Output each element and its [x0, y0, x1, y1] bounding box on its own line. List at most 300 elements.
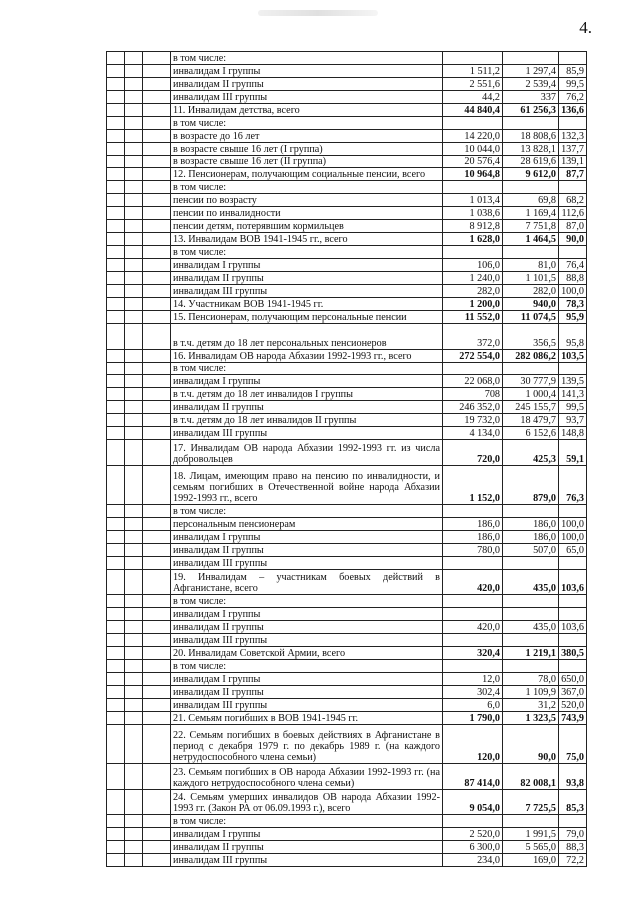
blank-cell [143, 323, 171, 349]
blank-cell [107, 168, 125, 181]
blank-cell [107, 90, 125, 103]
blank-cell [143, 517, 171, 530]
blank-cell [125, 828, 143, 841]
row-label: 17. Инвалидам ОВ народа Абхазии 1992-1993 гг. из числа добровольцев [171, 440, 443, 466]
blank-cell [125, 414, 143, 427]
row-label: инвалидам I группы [171, 375, 443, 388]
value-actual: 11 074,5 [503, 310, 559, 323]
blank-cell [143, 297, 171, 310]
table-row [107, 647, 587, 660]
value-actual: 9 612,0 [503, 168, 559, 181]
blank-cell [125, 763, 143, 789]
blank-cell [125, 90, 143, 103]
value-actual: 1 991,5 [503, 828, 559, 841]
blank-cell [125, 103, 143, 116]
blank-cell [125, 233, 143, 246]
table-row [107, 401, 587, 414]
blank-cell [107, 621, 125, 634]
value-actual: 940,0 [503, 297, 559, 310]
value-plan: 780,0 [443, 543, 503, 556]
blank-cell [143, 427, 171, 440]
blank-cell [143, 815, 171, 828]
value-actual: 879,0 [503, 466, 559, 505]
value-actual [503, 181, 559, 194]
value-plan [443, 246, 503, 259]
blank-cell [143, 388, 171, 401]
row-label: 24. Семьям умерших инвалидов ОВ народа Абхазии 1992-1993 гг. (Закон РА от 06.09.1993 г.), всего [171, 789, 443, 815]
blank-cell [143, 246, 171, 259]
blank-cell [125, 271, 143, 284]
value-percent [559, 246, 587, 259]
blank-cell [143, 129, 171, 142]
blank-cell [107, 686, 125, 699]
table-row [107, 440, 587, 466]
blank-cell [107, 530, 125, 543]
table-row [107, 116, 587, 129]
value-percent: 76,2 [559, 90, 587, 103]
table-row [107, 686, 587, 699]
row-label: 22. Семьям погибших в боевых действиях в Афганистане в период с декабря 1979 г. по декабрь 1989 г. (на каждого нетрудоспособного члена семьи) [171, 724, 443, 763]
value-percent: 76,4 [559, 259, 587, 272]
value-plan [443, 556, 503, 569]
table-row [107, 569, 587, 595]
value-actual: 337 [503, 90, 559, 103]
value-actual: 81,0 [503, 259, 559, 272]
blank-cell [125, 64, 143, 77]
value-plan [443, 815, 503, 828]
value-actual: 90,0 [503, 724, 559, 763]
table-row [107, 660, 587, 673]
value-actual: 186,0 [503, 517, 559, 530]
blank-cell [125, 698, 143, 711]
blank-cell [107, 427, 125, 440]
value-percent: 112,6 [559, 207, 587, 220]
row-label: в т.ч. детям до 18 лет персональных пенсионеров [171, 323, 443, 349]
blank-cell [125, 621, 143, 634]
value-plan: 14 220,0 [443, 129, 503, 142]
blank-cell [125, 543, 143, 556]
blank-cell [107, 673, 125, 686]
value-plan: 1 038,6 [443, 207, 503, 220]
table-row [107, 129, 587, 142]
value-actual [503, 246, 559, 259]
table-row [107, 595, 587, 608]
blank-cell [143, 194, 171, 207]
blank-cell [125, 310, 143, 323]
row-label: в том числе: [171, 362, 443, 375]
value-plan [443, 362, 503, 375]
row-label: инвалидам III группы [171, 634, 443, 647]
row-label: инвалидам III группы [171, 427, 443, 440]
value-percent: 75,0 [559, 724, 587, 763]
blank-cell [125, 52, 143, 65]
row-label: инвалидам I группы [171, 608, 443, 621]
value-plan: 87 414,0 [443, 763, 503, 789]
blank-cell [107, 375, 125, 388]
blank-cell [125, 466, 143, 505]
blank-cell [125, 375, 143, 388]
value-actual: 1 219,1 [503, 647, 559, 660]
value-plan [443, 634, 503, 647]
row-label: пенсии по возрасту [171, 194, 443, 207]
value-actual [503, 556, 559, 569]
row-label: 16. Инвалидам ОВ народа Абхазии 1992-1993 гг., всего [171, 349, 443, 362]
table-row [107, 815, 587, 828]
blank-cell [143, 673, 171, 686]
table-row [107, 711, 587, 724]
table-row [107, 608, 587, 621]
row-label: инвалидам II группы [171, 543, 443, 556]
value-plan: 420,0 [443, 621, 503, 634]
blank-cell [143, 90, 171, 103]
value-plan [443, 52, 503, 65]
value-plan: 20 576,4 [443, 155, 503, 168]
row-label: 19. Инвалидам – участникам боевых действий в Афганистане, всего [171, 569, 443, 595]
table-row [107, 259, 587, 272]
blank-cell [125, 323, 143, 349]
value-actual: 18 808,6 [503, 129, 559, 142]
value-plan: 1 152,0 [443, 466, 503, 505]
value-actual: 13 828,1 [503, 142, 559, 155]
blank-cell [125, 116, 143, 129]
blank-cell [107, 517, 125, 530]
blank-cell [107, 647, 125, 660]
value-actual: 2 539,4 [503, 77, 559, 90]
value-percent: 59,1 [559, 440, 587, 466]
value-plan [443, 660, 503, 673]
table-row [107, 103, 587, 116]
blank-cell [107, 77, 125, 90]
value-plan: 22 068,0 [443, 375, 503, 388]
value-plan: 120,0 [443, 724, 503, 763]
value-percent: 68,2 [559, 194, 587, 207]
blank-cell [125, 517, 143, 530]
blank-cell [107, 401, 125, 414]
value-actual: 1 297,4 [503, 64, 559, 77]
value-actual: 18 479,7 [503, 414, 559, 427]
value-actual: 245 155,7 [503, 401, 559, 414]
blank-cell [143, 284, 171, 297]
row-label: 15. Пенсионерам, получающим персональные пенсии [171, 310, 443, 323]
value-percent: 79,0 [559, 828, 587, 841]
value-percent: 95,8 [559, 323, 587, 349]
row-label: в том числе: [171, 504, 443, 517]
blank-cell [125, 349, 143, 362]
value-actual: 7 751,8 [503, 220, 559, 233]
row-label: 11. Инвалидам детства, всего [171, 103, 443, 116]
blank-cell [143, 543, 171, 556]
blank-cell [125, 854, 143, 867]
table-row [107, 543, 587, 556]
blank-cell [107, 323, 125, 349]
row-label: инвалидам I группы [171, 530, 443, 543]
value-percent: 520,0 [559, 698, 587, 711]
row-label: инвалидам II группы [171, 401, 443, 414]
row-label: в том числе: [171, 815, 443, 828]
blank-cell [143, 621, 171, 634]
row-label: инвалидам II группы [171, 271, 443, 284]
blank-cell [125, 815, 143, 828]
blank-cell [143, 103, 171, 116]
value-percent: 139,5 [559, 375, 587, 388]
value-percent: 743,9 [559, 711, 587, 724]
value-percent [559, 181, 587, 194]
row-label: инвалидам I группы [171, 259, 443, 272]
blank-cell [125, 569, 143, 595]
value-plan: 44 840,4 [443, 103, 503, 116]
blank-cell [125, 634, 143, 647]
value-actual: 61 256,3 [503, 103, 559, 116]
value-actual: 6 152,6 [503, 427, 559, 440]
blank-cell [143, 698, 171, 711]
blank-cell [107, 543, 125, 556]
value-plan: 19 732,0 [443, 414, 503, 427]
value-percent: 139,1 [559, 155, 587, 168]
table-row [107, 349, 587, 362]
blank-cell [107, 103, 125, 116]
blank-cell [125, 246, 143, 259]
value-actual: 1 109,9 [503, 686, 559, 699]
value-plan: 186,0 [443, 530, 503, 543]
table-row [107, 556, 587, 569]
table-row [107, 297, 587, 310]
table-row [107, 90, 587, 103]
blank-cell [143, 259, 171, 272]
blank-cell [143, 647, 171, 660]
value-plan: 11 552,0 [443, 310, 503, 323]
value-percent: 88,8 [559, 271, 587, 284]
blank-cell [125, 362, 143, 375]
blank-cell [125, 259, 143, 272]
value-actual: 356,5 [503, 323, 559, 349]
blank-cell [143, 595, 171, 608]
blank-cell [107, 181, 125, 194]
blank-cell [143, 362, 171, 375]
value-plan: 9 054,0 [443, 789, 503, 815]
value-percent: 367,0 [559, 686, 587, 699]
blank-cell [107, 504, 125, 517]
scan-smudge [258, 10, 378, 16]
row-label: пенсии по инвалидности [171, 207, 443, 220]
table-row [107, 414, 587, 427]
value-plan: 6 300,0 [443, 841, 503, 854]
blank-cell [107, 711, 125, 724]
row-label: инвалидам I группы [171, 828, 443, 841]
value-percent: 87,0 [559, 220, 587, 233]
table-row [107, 220, 587, 233]
value-percent: 650,0 [559, 673, 587, 686]
value-actual: 1 323,5 [503, 711, 559, 724]
value-plan: 1 628,0 [443, 233, 503, 246]
blank-cell [107, 569, 125, 595]
blank-cell [125, 297, 143, 310]
value-percent: 100,0 [559, 517, 587, 530]
value-percent: 88,3 [559, 841, 587, 854]
table-row [107, 181, 587, 194]
blank-cell [143, 116, 171, 129]
row-label: инвалидам I группы [171, 64, 443, 77]
blank-cell [107, 349, 125, 362]
table-row [107, 142, 587, 155]
value-actual: 78,0 [503, 673, 559, 686]
value-plan: 6,0 [443, 698, 503, 711]
blank-cell [107, 763, 125, 789]
blank-cell [143, 349, 171, 362]
value-plan: 106,0 [443, 259, 503, 272]
row-label: 13. Инвалидам ВОВ 1941-1945 гг., всего [171, 233, 443, 246]
value-percent [559, 556, 587, 569]
table-row [107, 634, 587, 647]
table-row [107, 52, 587, 65]
blank-cell [143, 310, 171, 323]
value-percent: 100,0 [559, 530, 587, 543]
blank-cell [107, 466, 125, 505]
blank-cell [143, 854, 171, 867]
blank-cell [107, 414, 125, 427]
blank-cell [143, 401, 171, 414]
blank-cell [107, 828, 125, 841]
table-row [107, 284, 587, 297]
blank-cell [143, 686, 171, 699]
value-plan [443, 608, 503, 621]
table-row [107, 375, 587, 388]
value-percent: 65,0 [559, 543, 587, 556]
row-label: 21. Семьям погибших в ВОВ 1941-1945 гг. [171, 711, 443, 724]
blank-cell [125, 647, 143, 660]
blank-cell [143, 271, 171, 284]
table-row [107, 233, 587, 246]
value-actual: 30 777,9 [503, 375, 559, 388]
blank-cell [125, 142, 143, 155]
blank-cell [143, 841, 171, 854]
row-label: в том числе: [171, 52, 443, 65]
blank-cell [125, 155, 143, 168]
row-label: 18. Лицам, имеющим право на пенсию по инвалидности, и семьям погибших в Отечественной войне народа Абхазии 1992-1993 гг., всего [171, 466, 443, 505]
value-plan: 10 964,8 [443, 168, 503, 181]
blank-cell [143, 155, 171, 168]
table-row [107, 64, 587, 77]
row-label: в т.ч. детям до 18 лет инвалидов II группы [171, 414, 443, 427]
blank-cell [107, 841, 125, 854]
row-label: инвалидам II группы [171, 77, 443, 90]
row-label: в возрасте свыше 16 лет (II группа) [171, 155, 443, 168]
value-actual: 435,0 [503, 569, 559, 595]
value-plan: 1 790,0 [443, 711, 503, 724]
blank-cell [143, 220, 171, 233]
value-percent: 380,5 [559, 647, 587, 660]
value-actual: 82 008,1 [503, 763, 559, 789]
value-percent: 99,5 [559, 77, 587, 90]
value-percent: 90,0 [559, 233, 587, 246]
blank-cell [107, 556, 125, 569]
value-plan: 1 200,0 [443, 297, 503, 310]
value-plan: 302,4 [443, 686, 503, 699]
value-actual: 425,3 [503, 440, 559, 466]
value-plan: 720,0 [443, 440, 503, 466]
blank-cell [143, 724, 171, 763]
blank-cell [143, 168, 171, 181]
row-label: инвалидам II группы [171, 686, 443, 699]
value-percent: 148,8 [559, 427, 587, 440]
blank-cell [143, 440, 171, 466]
value-plan [443, 595, 503, 608]
blank-cell [143, 77, 171, 90]
blank-cell [143, 711, 171, 724]
value-actual: 1 101,5 [503, 271, 559, 284]
value-plan: 282,0 [443, 284, 503, 297]
blank-cell [143, 375, 171, 388]
blank-cell [125, 660, 143, 673]
blank-cell [143, 608, 171, 621]
value-actual: 7 725,5 [503, 789, 559, 815]
value-percent: 141,3 [559, 388, 587, 401]
value-actual: 31,2 [503, 698, 559, 711]
blank-cell [125, 673, 143, 686]
row-label: в том числе: [171, 595, 443, 608]
table-row [107, 789, 587, 815]
row-label: инвалидам II группы [171, 841, 443, 854]
value-actual: 186,0 [503, 530, 559, 543]
value-plan: 186,0 [443, 517, 503, 530]
value-percent [559, 595, 587, 608]
table-row [107, 362, 587, 375]
value-percent: 85,3 [559, 789, 587, 815]
blank-cell [107, 271, 125, 284]
blank-cell [107, 116, 125, 129]
row-label: 12. Пенсионерам, получающим социальные пенсии, всего [171, 168, 443, 181]
table-row [107, 724, 587, 763]
value-actual: 5 565,0 [503, 841, 559, 854]
value-actual: 507,0 [503, 543, 559, 556]
value-actual: 435,0 [503, 621, 559, 634]
blank-cell [143, 233, 171, 246]
row-label: инвалидам I группы [171, 673, 443, 686]
row-label: в т.ч. детям до 18 лет инвалидов I группы [171, 388, 443, 401]
blank-cell [143, 181, 171, 194]
blank-cell [125, 427, 143, 440]
blank-cell [125, 207, 143, 220]
table-row [107, 530, 587, 543]
blank-cell [107, 698, 125, 711]
row-label: в том числе: [171, 246, 443, 259]
row-label: инвалидам III группы [171, 854, 443, 867]
blank-cell [107, 388, 125, 401]
table-row [107, 763, 587, 789]
blank-cell [107, 194, 125, 207]
blank-cell [107, 220, 125, 233]
value-actual [503, 116, 559, 129]
table-row [107, 323, 587, 349]
value-percent: 103,5 [559, 349, 587, 362]
blank-cell [107, 52, 125, 65]
row-label: в возрасте свыше 16 лет (I группа) [171, 142, 443, 155]
value-plan: 372,0 [443, 323, 503, 349]
blank-cell [107, 854, 125, 867]
value-actual [503, 52, 559, 65]
blank-cell [107, 789, 125, 815]
blank-cell [107, 608, 125, 621]
blank-cell [125, 504, 143, 517]
value-percent: 95,9 [559, 310, 587, 323]
value-plan: 1 013,4 [443, 194, 503, 207]
blank-cell [107, 129, 125, 142]
blank-cell [143, 789, 171, 815]
value-percent [559, 362, 587, 375]
blank-cell [107, 310, 125, 323]
blank-cell [143, 828, 171, 841]
row-label: 23. Семьям погибших в ОВ народа Абхазии 1992-1993 гг. (на каждого нетрудоспособного члена семьи) [171, 763, 443, 789]
value-percent: 93,7 [559, 414, 587, 427]
